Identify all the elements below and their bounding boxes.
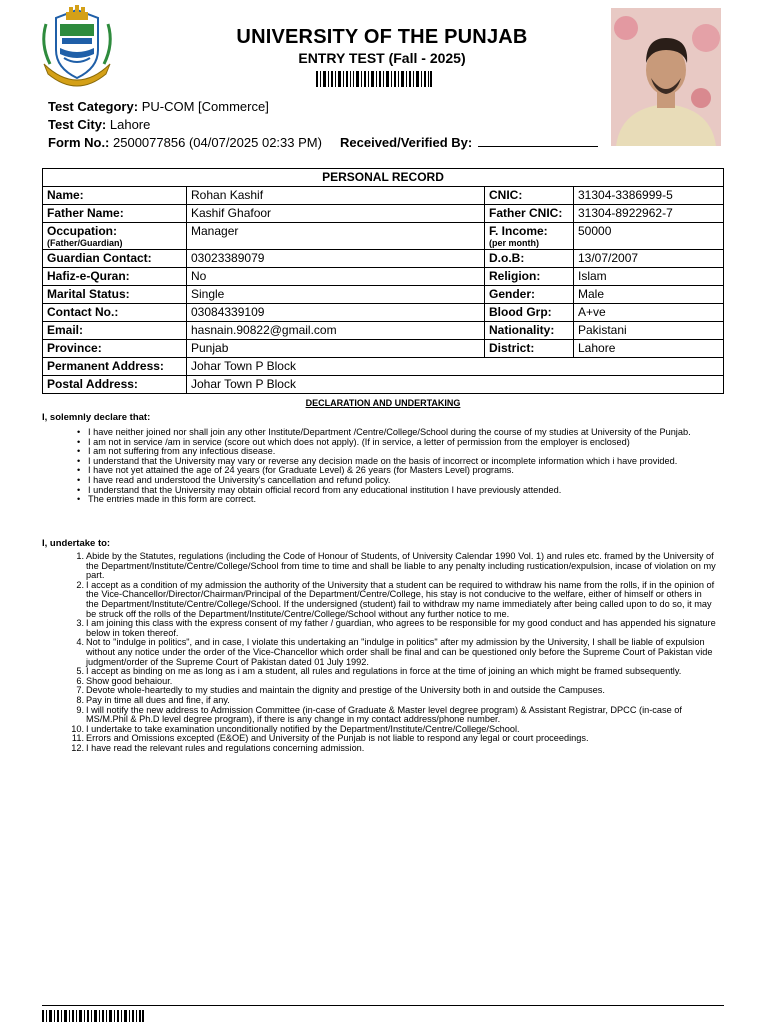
footer-divider: [42, 1005, 724, 1006]
email-label: Email:: [43, 322, 187, 340]
table-row: [43, 268, 724, 286]
list-item: • I am not in service /am in service (score out which does not apply). (If in service, a letter of permission from the employer is enclosed): [88, 438, 718, 448]
list-item: Show good behaiour.: [86, 675, 173, 686]
permanent-address-value: Johar Town P Block: [187, 358, 724, 376]
list-item: Pay in time all dues and fine, if any.: [86, 694, 230, 705]
income-label: [485, 223, 574, 250]
gender-label: Gender:: [485, 286, 574, 304]
contact-value: 03084339109: [187, 304, 485, 322]
gender-value: Male: [574, 286, 724, 304]
permanent-address-label: Permanent Address:: [43, 358, 187, 376]
test-city: [48, 117, 150, 132]
province-label: Province:: [43, 340, 187, 358]
test-category: [48, 99, 269, 114]
blood-group-value: A+ve: [574, 304, 724, 322]
list-item: I have read the relevant rules and regulations concerning admission.: [86, 742, 365, 753]
declaration-title: DECLARATION AND UNDERTAKING: [305, 398, 461, 408]
university-title: UNIVERSITY OF THE PUNJAB: [236, 26, 528, 48]
solemn-heading: I, solemnly declare that:: [42, 412, 151, 423]
name-label: Name:: [43, 187, 187, 205]
table-row: [43, 340, 724, 358]
list-item: • The entries made in this form are correct.: [88, 495, 718, 505]
list-item: Errors and Omissions excepted (E&OE) and University of the Punjab is not liable to respond any legal or court proceedings.: [86, 733, 589, 744]
undertake-heading: I, undertake to:: [42, 538, 111, 549]
list-item: Devote whole-heartedly to my studies and maintain the dignity and prestige of the University both in and outside the Campuses.: [86, 685, 605, 696]
list-item: I will notify the new address to Admission Committee (in-case of Graduate & Master level degree program) & Assistant Registrar, DPCC (in-case of MS/M.Phil & Ph.D level degree program), if there is any change in my contact address/phone number.: [86, 704, 682, 725]
father-cnic-label: Father CNIC:: [485, 205, 574, 223]
occupation-label-text: Occupation:: [47, 224, 118, 238]
contact-label: Contact No.:: [43, 304, 187, 322]
email-value: hasnain.90822@gmail.com: [187, 322, 485, 340]
list-item: I accept as binding on me as long as i am a student, all rules and regulations in force at the time of joining an which might be framed subsequently.: [86, 666, 682, 677]
blood-group-label: Blood Grp:: [485, 304, 574, 322]
dob-label: D.o.B:: [485, 250, 574, 268]
cnic-label: CNIC:: [485, 187, 574, 205]
barcode-icon: [42, 1010, 144, 1022]
occupation-label: [43, 223, 187, 250]
test-title: ENTRY TEST (Fall - 2025): [298, 50, 466, 66]
table-row: [43, 205, 724, 223]
undertaking-list: [86, 552, 716, 753]
guardian-contact-value: 03023389079: [187, 250, 485, 268]
list-item: I am joining this class with the express consent of my father / guardian, who agrees to be responsible for my good conduct and has appended his signature below in token thereof.: [86, 618, 716, 638]
occupation-sublabel: (Father/Guardian): [47, 238, 123, 248]
list-item: Not to "indulge in politics", and in case, I violate this undertaking an "indulge in politics" after my admission by the University, I shall be liable of expulsion without any notice under the order of the Vice-Chancellor which order shall be final and can be questioned only before the Supreme Court of Pakistan vide judgment/order of the Supreme Court of Pakistan dated 01 July 1992.: [86, 637, 713, 667]
person-icon: [611, 8, 721, 146]
list-item: • I understand that the University may obtain official record from any educational institution I have previously attended.: [88, 486, 718, 496]
list-item: Abide by the Statutes, regulations (including the Code of Honour of Students, of University Calendar 1990 Vol. 1) and rules etc. framed by the University of the Department/Institute/Centre/College/School from time to time and shall be liable to any penalty including rustication/expulsion, incase of violation on my part.: [86, 551, 716, 581]
form-no-value: 2500077856: [113, 135, 186, 150]
list-item: • I have not yet attained the age of 24 years (for Graduate Level) & 26 years (for Masters Level) programs.: [88, 466, 718, 476]
hafiz-value: No: [187, 268, 485, 286]
hafiz-label: Hafiz-e-Quran:: [43, 268, 187, 286]
nationality-value: Pakistani: [574, 322, 724, 340]
personal-record-title: PERSONAL RECORD: [43, 169, 724, 187]
declaration-list: [86, 428, 718, 505]
name-value: Rohan Kashif: [187, 187, 485, 205]
test-city-value: Lahore: [109, 117, 151, 132]
father-cnic-value: 31304-8922962-7: [574, 205, 724, 223]
marital-label: Marital Status:: [43, 286, 187, 304]
list-item: I accept as a condition of my admission the authority of the University that a student can be required to withdraw his name from the rolls, if in the opinion of the Vice-Chancellor/Director/Chairman/Principal of the Department/Centre/College, his stay is not conducive to the welfare, either of himself or others in the Department/Institute/Centre/College/School. If the undersigned (student) fail to withdraw my name immediately after being called upon to do so, it may be struck off the rolls of the Department/Institute/Centre/College/School without any further notice to me.: [86, 579, 715, 619]
dob-value: 13/07/2007: [574, 250, 724, 268]
list-item: I undertake to take examination unconditionally notified by the Department/Institute/Centre/College/School.: [86, 723, 520, 734]
table-row: [43, 322, 724, 340]
nationality-label: Nationality:: [485, 322, 574, 340]
religion-label: Religion:: [485, 268, 574, 286]
income-value: 50000: [574, 223, 724, 250]
list-item: • I understand that the University may vary or reverse any decision made on the basis of incorrect or incomplete information which i have provided.: [88, 457, 718, 467]
table-row: [43, 250, 724, 268]
district-label: District:: [485, 340, 574, 358]
list-item: • I am not suffering from any infectious disease.: [88, 447, 718, 457]
postal-address-value: Johar Town P Block: [187, 376, 724, 394]
form-number: [48, 135, 598, 150]
table-row: [43, 304, 724, 322]
table-row: [43, 187, 724, 205]
table-row: [43, 223, 724, 250]
father-name-value: Kashif Ghafoor: [187, 205, 485, 223]
province-value: Punjab: [187, 340, 485, 358]
occupation-value: Manager: [187, 223, 485, 250]
test-category-value: PU-COM [Commerce]: [141, 99, 269, 114]
form-no-label: Form No.:: [48, 135, 110, 150]
marital-value: Single: [187, 286, 485, 304]
list-item: • I have neither joined nor shall join any other Institute/Department /Centre/College/School during the course of my studies at University of the Punjab.: [88, 428, 718, 438]
university-logo: [36, 4, 118, 92]
barcode-icon: [316, 71, 432, 87]
form-date: (04/07/2025 02:33 PM): [188, 135, 322, 150]
applicant-photo: [611, 8, 721, 146]
postal-address-label: Postal Address:: [43, 376, 187, 394]
income-sublabel: (per month): [489, 238, 539, 248]
personal-record-table: [42, 168, 724, 394]
table-row: [43, 286, 724, 304]
test-city-label: Test City:: [48, 117, 107, 132]
father-name-label: Father Name:: [43, 205, 187, 223]
income-label-text: F. Income:: [489, 224, 548, 238]
religion-value: Islam: [574, 268, 724, 286]
guardian-contact-label: Guardian Contact:: [43, 250, 187, 268]
table-row: [43, 358, 724, 376]
test-category-label: Test Category:: [48, 99, 139, 114]
list-item: • I have read and understood the University's cancellation and refund policy.: [88, 476, 718, 486]
district-value: Lahore: [574, 340, 724, 358]
received-signature-line: [478, 136, 598, 147]
table-row: [43, 376, 724, 394]
cnic-value: 31304-3386999-5: [574, 187, 724, 205]
received-label: Received/Verified By:: [340, 135, 473, 150]
